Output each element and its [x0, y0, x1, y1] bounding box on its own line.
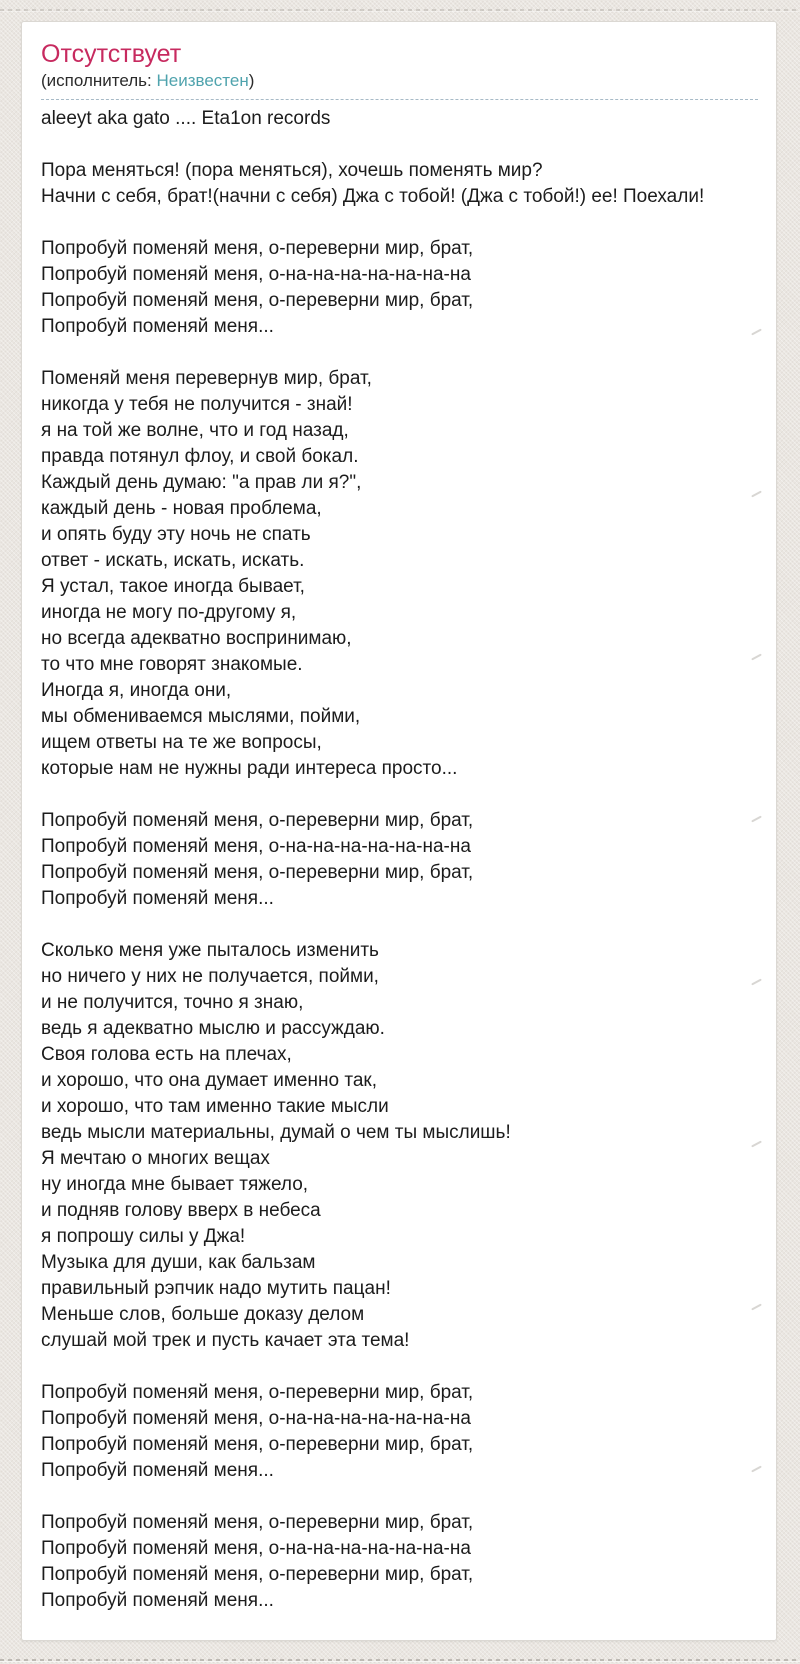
lyrics-line: которые нам не нужны ради интереса просто... — [41, 758, 458, 779]
lyrics-line: Меньше слов, больше доказу делом — [41, 1304, 365, 1325]
lyrics-line: Попробуй поменяй меня, о-на-на-на-на-на-на-на — [41, 836, 471, 857]
lyrics-line: правда потянул флоу, и свой бокал. — [41, 446, 359, 467]
lyrics-line: и не получится, точно я знаю, — [41, 992, 304, 1013]
stanza — [41, 938, 758, 1354]
lyrics-line: каждый день - новая проблема, — [41, 498, 322, 519]
lyrics-line: но всегда адекватно воспринимаю, — [41, 628, 352, 649]
lyrics-card — [21, 21, 777, 1641]
stanza — [41, 106, 758, 132]
lyrics-line: Попробуй поменяй меня, о-переверни мир, брат, — [41, 862, 474, 883]
song-title: Отсутствует — [41, 40, 182, 68]
artist-link[interactable]: Неизвестен — [156, 71, 249, 90]
stanza — [41, 808, 758, 912]
lyrics-line: правильный рэпчик надо мутить пацан! — [41, 1278, 391, 1299]
lyrics-line: Попробуй поменяй меня, о-переверни мир, брат, — [41, 290, 474, 311]
artist-label-prefix: (исполнитель: — [41, 71, 157, 90]
lyrics-line: aleeyt aka gato .... Eta1on records — [41, 108, 331, 129]
lyrics-line: Своя голова есть на плечах, — [41, 1044, 292, 1065]
lyrics-line: ищем ответы на те же вопросы, — [41, 732, 322, 753]
lyrics-line: Попробуй поменяй меня, о-переверни мир, брат, — [41, 1434, 474, 1455]
lyrics-line: и хорошо, что она думает именно так, — [41, 1070, 378, 1091]
lyrics-line: Иногда я, иногда они, — [41, 680, 232, 701]
lyrics-line: Поменяй меня перевернув мир, брат, — [41, 368, 372, 389]
lyrics-line: Попробуй поменяй меня, о-на-на-на-на-на-на-на — [41, 1408, 471, 1429]
lyrics-line: и хорошо, что там именно такие мысли — [41, 1096, 389, 1117]
lyrics-line: Попробуй поменяй меня, о-переверни мир, брат, — [41, 238, 474, 259]
lyrics-line: Попробуй поменяй меня, о-на-на-на-на-на-на-на — [41, 1538, 471, 1559]
lyrics-line: ведь мысли материальны, думай о чем ты мыслишь! — [41, 1122, 511, 1143]
lyrics-line: Начни с себя, брат!(начни с себя) Джа с тобой! (Джа с тобой!) ее! Поехали! — [41, 186, 705, 207]
stanza — [41, 158, 758, 210]
lyrics-line: ответ - искать, искать, искать. — [41, 550, 305, 571]
lyrics-line: Попробуй поменяй меня... — [41, 1590, 274, 1611]
lyrics-line: Попробуй поменяй меня, о-переверни мир, брат, — [41, 1564, 474, 1585]
lyrics-line: Я устал, такое иногда бывает, — [41, 576, 305, 597]
lyrics-line: ну иногда мне бывает тяжело, — [41, 1174, 309, 1195]
lyrics-line: и опять буду эту ночь не спать — [41, 524, 311, 545]
lyrics-line: но ничего у них не получается, пойми, — [41, 966, 379, 987]
lyrics-line: Пора меняться! (пора меняться), хочешь поменять мир? — [41, 160, 543, 181]
lyrics-line: Каждый день думаю: "а прав ли я?", — [41, 472, 362, 493]
stanza — [41, 236, 758, 340]
lyrics-line: то что мне говорят знакомые. — [41, 654, 303, 675]
lyrics-line: мы обмениваемся мыслями, пойми, — [41, 706, 361, 727]
lyrics-line: никогда у тебя не получится - знай! — [41, 394, 353, 415]
lyrics-line: Попробуй поменяй меня... — [41, 1460, 274, 1481]
lyrics-text — [41, 106, 758, 1614]
lyrics-line: Попробуй поменяй меня... — [41, 316, 274, 337]
lyrics-line: я на той же волне, что и год назад, — [41, 420, 349, 441]
bottom-dotted-divider — [0, 1659, 800, 1661]
artist-line — [41, 70, 758, 92]
lyrics-line: Я мечтаю о многих вещах — [41, 1148, 270, 1169]
lyrics-line: Попробуй поменяй меня, о-переверни мир, брат, — [41, 1512, 474, 1533]
lyrics-line: я попрошу силы у Джа! — [41, 1226, 246, 1247]
lyrics-line: слушай мой трек и пусть качает эта тема! — [41, 1330, 410, 1351]
stanza — [41, 1510, 758, 1614]
top-dotted-divider — [0, 9, 800, 11]
lyrics-line: иногда не могу по-другому я, — [41, 602, 297, 623]
song-header — [41, 40, 758, 100]
lyrics-line: Попробуй поменяй меня... — [41, 888, 274, 909]
stanza — [41, 1380, 758, 1484]
stanza — [41, 366, 758, 782]
lyrics-line: Сколько меня уже пыталось изменить — [41, 940, 379, 961]
lyrics-line: ведь я адекватно мыслю и рассуждаю. — [41, 1018, 385, 1039]
artist-label-suffix: ) — [248, 71, 255, 90]
lyrics-line: Попробуй поменяй меня, о-переверни мир, брат, — [41, 810, 474, 831]
lyrics-line: и подняв голову вверх в небеса — [41, 1200, 321, 1221]
lyrics-line: Попробуй поменяй меня, о-переверни мир, брат, — [41, 1382, 474, 1403]
lyrics-line: Музыка для души, как бальзам — [41, 1252, 316, 1273]
lyrics-line: Попробуй поменяй меня, о-на-на-на-на-на-на-на — [41, 264, 471, 285]
